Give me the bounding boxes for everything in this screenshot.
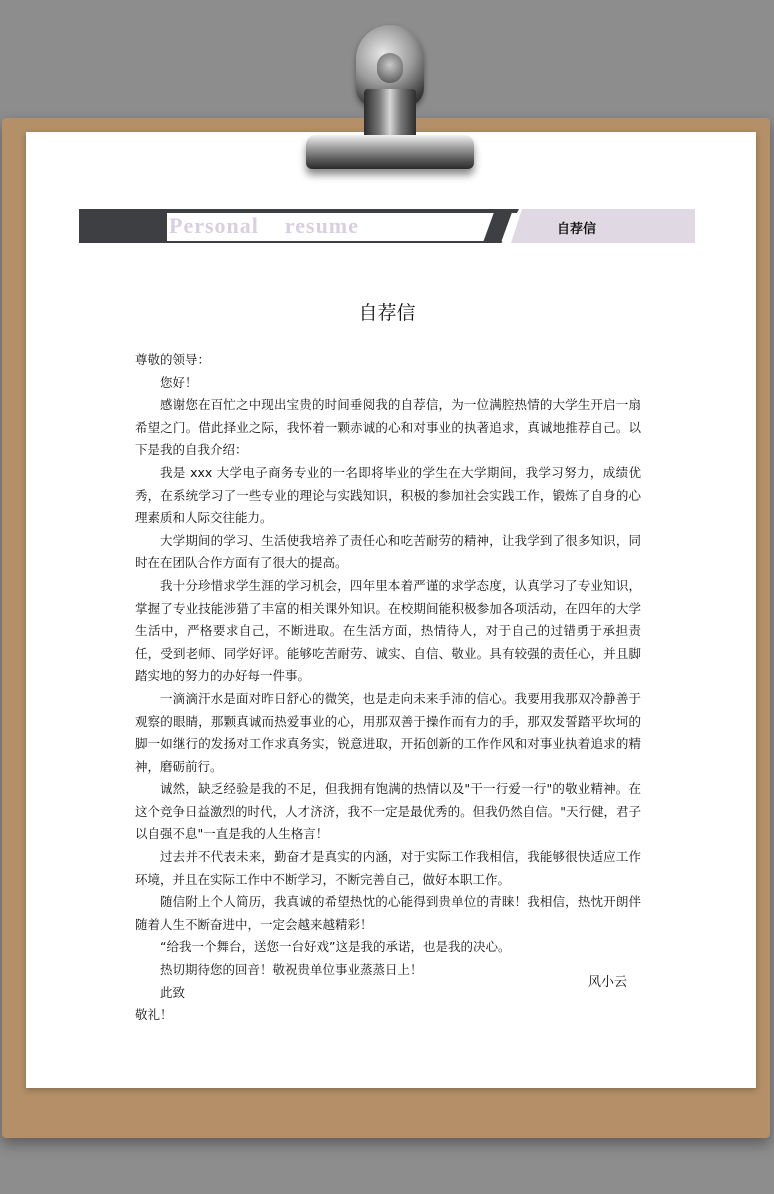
letter-body [135, 349, 641, 1027]
paragraph: 大学期间的学习、生活使我培养了责任心和吃苦耐劳的精神，让我学到了很多知识，同时在在团队合作方面有了很大的提高。 [135, 532, 641, 571]
paragraph: 我十分珍惜求学生涯的学习机会，四年里本着严谨的求学态度，认真学习了专业知识，掌握了专业技能涉猎了丰富的相关课外知识。在校期间能积极参加各项活动，在四年的大学生活中，严格要求自己，不断进取。在生活方面，热情待人，对于自己的过错勇于承担责任，受到老师、同学好评。能够吃苦耐劳、诚实、自信、敬业。具有较强的责任心，并且脚踏实地的努力的办好每一件事。 [135, 577, 641, 684]
signature: 风小云 [588, 975, 628, 990]
paragraph: 热切期待您的回音！敬祝贵单位事业蒸蒸日上！ [160, 962, 423, 978]
greeting: 您好！ [160, 374, 198, 390]
salutation: 尊敬的领导： [135, 352, 211, 367]
letter-title: 自荐信 [358, 302, 416, 324]
paragraph: 我是 xxx 大学电子商务专业的一名即将毕业的学生在大学期间，我学习努力，成绩优秀，在系统学习了一些专业的理论与实践知识，积极的参加社会实践工作，锻炼了自身的心理素质和人际交往能力。 [135, 464, 641, 526]
banner-english-title: Personal resume [169, 213, 359, 238]
clip-neck [364, 89, 416, 141]
paragraph: 一滴滴汗水是面对昨日舒心的微笑，也是走向未来手沛的信心。我要用我那双冷静善于观察的眼睛，那颗真诚而热爱事业的心，用那双善于操作而有力的手，那双发誓踏平坎坷的脚一如继行的发扬对工作求真务实，锐意进取，开拓创新的工作作风和对事业执着追求的精神，磨砺前行。 [135, 690, 641, 774]
clip-base [306, 135, 474, 169]
paragraph: 随信附上个人简历，我真诚的希望热忱的心能得到贵单位的青睐！我相信，热忱开朗伴随着人生不断奋进中，一定会越来越精彩！ [135, 894, 641, 932]
paragraph: “给我一个舞台，送您一台好戏”这是我的承诺，也是我的决心。 [160, 939, 511, 955]
banner-tag: 自荐信 [557, 222, 597, 237]
clip-ring-hole [377, 53, 403, 83]
banner-light-band [511, 209, 695, 243]
header-banner [79, 209, 695, 243]
paragraph: 诚然，缺乏经验是我的不足，但我拥有饱满的热情以及"干一行爱一行"的敬业精神。在这个竞争日益激烈的时代，人才济济，我不一定是最优秀的。但我仍然自信。"天行健，君子以自强不息"一直是我的人生格言！ [135, 781, 641, 842]
paragraph: 感谢您在百忙之中现出宝贵的时间垂阅我的自荐信，为一位满腔热情的大学生开启一扇希望之门。借此择业之际，我怀着一颗赤诚的心和对事业的执著追求，真诚地推荐自己。以下是我的自我介绍： [135, 397, 641, 458]
closing-line-2: 敬礼！ [135, 1007, 173, 1023]
closing-line-1: 此致 [160, 984, 186, 1000]
binder-clip [300, 25, 480, 175]
paragraph: 过去并不代表未来，勤奋才是真实的内涵，对于实际工作我相信，我能够很快适应工作环境，并且在实际工作中不断学习，不断完善自己，做好本职工作。 [135, 849, 641, 887]
